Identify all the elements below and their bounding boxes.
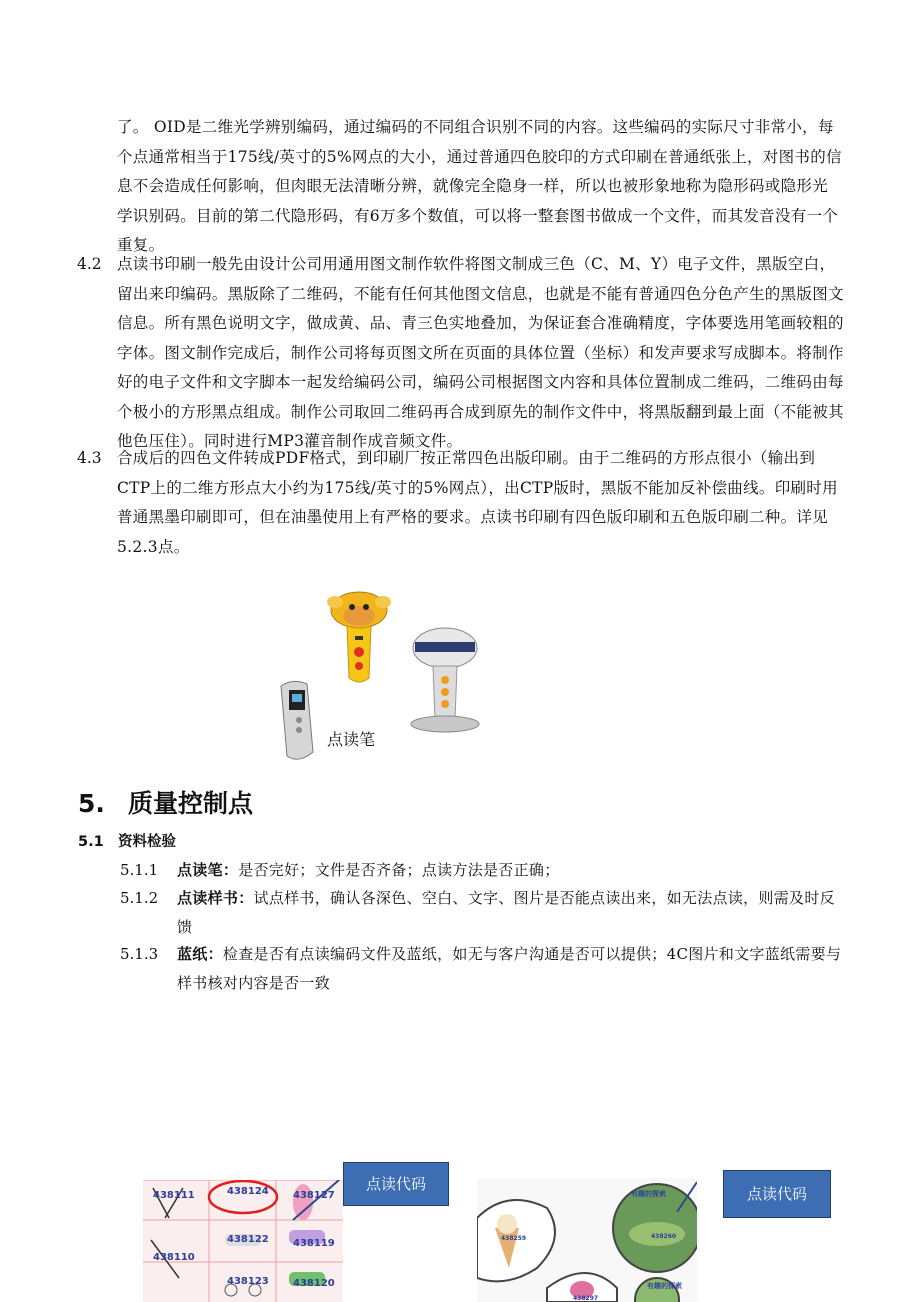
subsection-heading-5-1 <box>78 830 176 851</box>
code-callout-right: 点读代码 <box>723 1170 831 1218</box>
item-5-1-2 <box>177 884 842 942</box>
code-label: 438119 <box>293 1238 335 1249</box>
figure-caption: 点读笔 <box>327 730 376 749</box>
item-number-5-1-3: 5.1.3 <box>120 945 159 963</box>
code-label: 438259 <box>501 1235 527 1242</box>
code-label: 438260 <box>651 1233 677 1240</box>
code-label: 438127 <box>293 1190 335 1201</box>
sticker-caption: 有趣的探索 <box>647 1282 682 1290</box>
section-title: 质量控制点 <box>128 789 254 818</box>
paragraph-number-4-3: 4.3 <box>77 449 102 467</box>
section-heading-5 <box>78 784 253 820</box>
item-number-5-1-1: 5.1.1 <box>120 861 159 879</box>
white-standing-device-image <box>411 628 479 732</box>
paragraph-4-2: 点读书印刷一般先由设计公司用通用图文制作软件将图文制成三色（C、M、Y）电子文件，黑版空白，留出来印编码。黑版除了二维码，不能有任何其他图文信息，也就是不能有普通四色分色产生的黑版图文信息。所有黑色说明文字，做成黄、品、青三色实地叠加，为保证套合准确精度，字体要选用笔画较粗的字体。图文制作完成后，制作公司将每页图文所在页面的具体位置（坐标）和发声要求写成脚本。将制作好的电子文件和文字脚本一起发给编码公司，编码公司根据图文内容和具体位置制成二维码，二维码由每个极小的方形黑点组成。制作公司取回二维码再合成到原先的制作文件中，将黑版翻到最上面（不能被其他色压住）。同时进行MP3灌音制作成音频文件。 <box>117 255 844 450</box>
section-number: 5. <box>78 789 105 818</box>
item-text: 试点样书，确认各深色、空白、文字、图片是否能点读出来，如无法点读，则需及时反馈 <box>177 889 835 936</box>
paragraph-4-3: 合成后的四色文件转成PDF格式，到印刷厂按正常四色出版印刷。由于二维码的方形点很小（输出到CTP上的二维方形点大小约为175线/英寸的5%网点），出CTP版时，黑版不能加反补偿曲线。印刷时用普通黑墨印刷即可，但在油墨使用上有严格的要求。点读书印刷有四色版印刷和五色版印刷二种。详见5.2.3点。 <box>117 449 838 556</box>
code-label: 438122 <box>227 1234 269 1245</box>
code-label: 438124 <box>227 1186 269 1197</box>
yellow-cartoon-pen-image <box>327 592 391 682</box>
item-label: 点读笔： <box>177 861 239 879</box>
sample-sheet-left <box>143 1180 343 1302</box>
sample-grid-left <box>143 1180 343 1302</box>
code-label: 438111 <box>153 1190 195 1201</box>
code-label: 438297 <box>573 1295 599 1302</box>
item-label: 点读样书： <box>177 889 254 907</box>
grey-handheld-pen-image <box>281 681 313 759</box>
subsection-title: 资料检验 <box>118 834 176 850</box>
code-label: 438120 <box>293 1278 335 1289</box>
item-5-1-1 <box>177 856 842 885</box>
code-label: 438123 <box>227 1276 269 1287</box>
reading-pens-illustration <box>275 580 505 770</box>
sample-sheet-right <box>477 1178 697 1302</box>
sample-stickers-right <box>477 1178 697 1302</box>
item-label: 蓝纸： <box>177 945 223 963</box>
code-label: 438110 <box>153 1252 195 1263</box>
sticker-caption: 有趣的探索 <box>631 1190 666 1198</box>
item-5-1-3 <box>177 940 842 998</box>
paragraph-oid-continuation: 了。 OID是二维光学辨别编码，通过编码的不同组合识别不同的内容。这些编码的实际尺寸非常小，每个点通常相当于175线/英寸的5%网点的大小，通过普通四色胶印的方式印刷在普通纸张上，对图书的信息不会造成任何影响，但肉眼无法清晰分辨，就像完全隐身一样，所以也被形象地称为隐形码或隐形光学识别码。目前的第二代隐形码，有6万多个数值，可以将一整套图书做成一个文件，而其发音没有一个重复。 <box>117 118 842 254</box>
item-text: 是否完好；文件是否齐备；点读方法是否正确； <box>238 861 560 879</box>
code-callout-left: 点读代码 <box>343 1162 449 1206</box>
item-text: 检查是否有点读编码文件及蓝纸，如无与客户沟通是否可以提供；4C图片和文字蓝纸需要与样书核对内容是否一致 <box>177 945 842 992</box>
item-number-5-1-2: 5.1.2 <box>120 889 159 907</box>
subsection-number: 5.1 <box>78 834 104 850</box>
paragraph-number-4-2: 4.2 <box>77 255 102 273</box>
